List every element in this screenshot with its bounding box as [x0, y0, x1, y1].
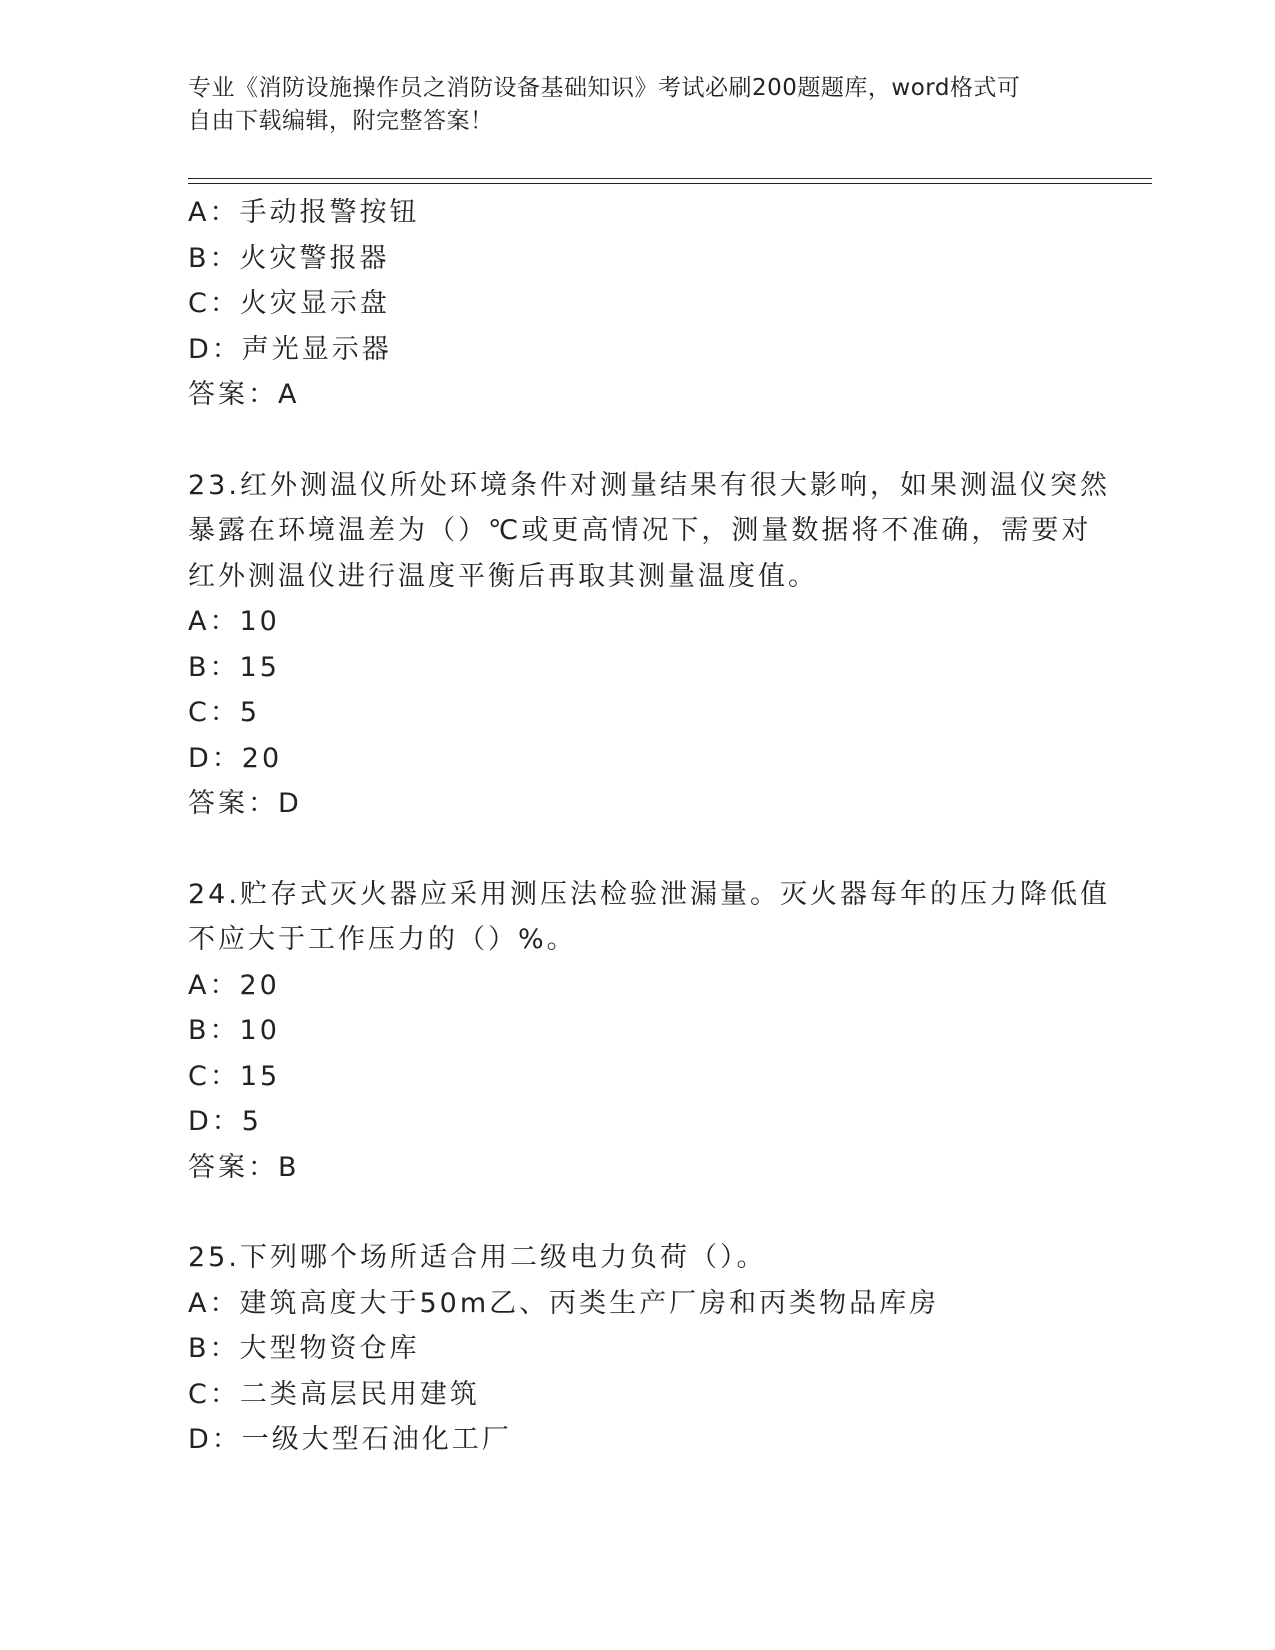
answer: 答案：B [188, 1151, 300, 1183]
question-text-line: 24.贮存式灭火器应采用测压法检验泄漏量。灭火器每年的压力降低值 [188, 878, 1110, 910]
option-d: D：5 [188, 1106, 262, 1137]
option-b: B：火灾警报器 [188, 242, 390, 274]
option-a: A：20 [188, 969, 280, 1001]
header-line-1: 专业《消防设施操作员之消防设备基础知识》考试必刷200题题库，word格式可 [188, 75, 1021, 101]
answer: 答案：D [188, 788, 302, 819]
option-d: D：20 [188, 742, 283, 774]
header-rule-top [188, 178, 1152, 179]
option-c: C：火灾显示盘 [188, 288, 390, 319]
question-list [188, 190, 1110, 1463]
option-c: C：二类高层民用建筑 [188, 1378, 480, 1410]
question-25 [188, 1235, 1088, 1463]
option-a: A：手动报警按钮 [188, 197, 420, 228]
question-24 [188, 872, 1110, 1191]
document-header [188, 72, 1088, 138]
header-line-2: 自由下载编辑，附完整答案！ [188, 108, 494, 134]
question-text-line: 不应大于工作压力的（）%。 [188, 924, 577, 955]
option-c: C：15 [188, 1060, 281, 1092]
option-d: D：一级大型石油化工厂 [188, 1424, 512, 1455]
option-a: A：10 [188, 606, 280, 637]
option-c: C：5 [188, 697, 261, 728]
question-text-line: 23.红外测温仪所处环境条件对测量结果有很大影响，如果测温仪突然 [188, 469, 1110, 501]
question-text-line: 红外测温仪进行温度平衡后再取其测量温度值。 [188, 560, 818, 592]
option-d: D：声光显示器 [188, 333, 392, 365]
answer: 答案：A [188, 379, 300, 410]
question-text-line: 25.下列哪个场所适合用二级电力负荷（）。 [188, 1242, 767, 1273]
question-text-line: 暴露在环境温差为（）℃或更高情况下，测量数据将不准确，需要对 [188, 515, 1092, 546]
question-23 [188, 463, 1110, 827]
option-b: B：大型物资仓库 [188, 1333, 420, 1364]
option-b: B：15 [188, 651, 280, 683]
option-a: A：建筑高度大于50m乙、丙类生产厂房和丙类物品库房 [188, 1287, 940, 1319]
header-rule-bottom [188, 183, 1152, 184]
option-b: B：10 [188, 1015, 280, 1046]
question-22-tail [188, 190, 1088, 418]
